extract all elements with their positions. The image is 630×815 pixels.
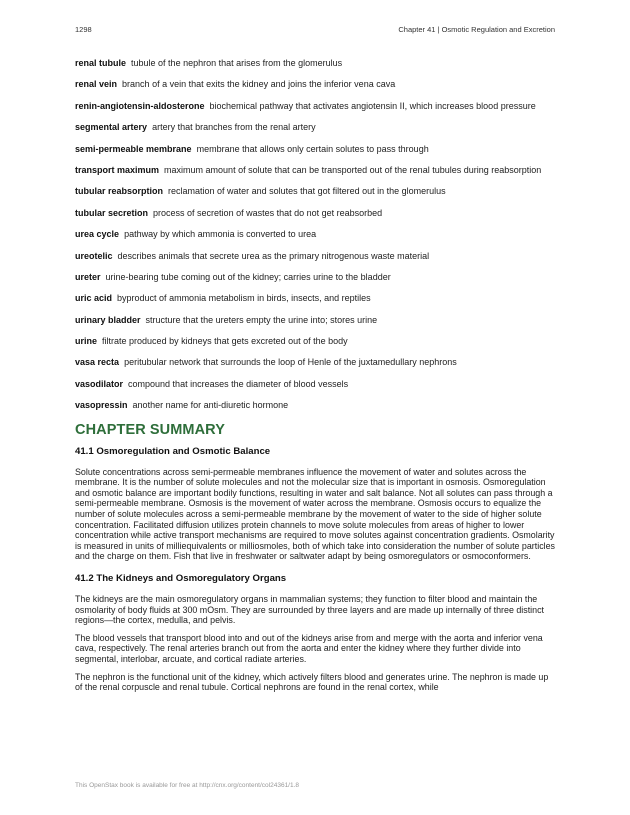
glossary-term: urine (75, 336, 98, 347)
glossary-term: urea cycle (75, 229, 120, 240)
glossary-term: ureotelic (75, 250, 113, 261)
glossary-entry (75, 400, 556, 411)
glossary-definition: process of secretion of wastes that do not get reabsorbed (153, 207, 383, 218)
glossary-definition: describes animals that secrete urea as the primary nitrogenous waste material (117, 250, 430, 261)
glossary-definition: peritubular network that surrounds the loop of Henle of the juxtamedullary nephrons (124, 357, 457, 368)
glossary-definition: branch of a vein that exits the kidney and joins the inferior vena cava (122, 79, 396, 90)
glossary-definition: reclamation of water and solutes that got filtered out in the glomerulus (168, 186, 446, 197)
glossary-entry (75, 293, 556, 304)
glossary-term: transport maximum (75, 164, 160, 175)
glossary-definition: urine-bearing tube coming out of the kidney; carries urine to the bladder (105, 271, 391, 282)
glossary-entry (75, 101, 556, 112)
page-footer: This OpenStax book is available for free at http://cnx.org/content/col24361/1.8 (75, 782, 300, 789)
glossary-term: urinary bladder (75, 314, 141, 325)
glossary-term: tubular reabsorption (75, 186, 164, 197)
glossary-entry (75, 357, 556, 368)
section-heading: 41.2 The Kidneys and Osmoregulatory Organs (75, 572, 287, 584)
glossary-term: renal tubule (75, 58, 127, 68)
glossary-entry (75, 229, 556, 240)
glossary-definition: filtrate produced by kidneys that gets excreted out of the body (102, 336, 348, 347)
glossary-definition: another name for anti-diuretic hormone (132, 400, 289, 411)
glossary-definition: membrane that allows only certain solutes to pass through (196, 143, 429, 154)
glossary-definition: byproduct of ammonia metabolism in birds, insects, and reptiles (117, 293, 371, 304)
chapter-title: Chapter 41 | Osmotic Regulation and Excretion (398, 25, 555, 34)
glossary-definition: pathway by which ammonia is converted to urea (124, 229, 317, 240)
page-number: 1298 (75, 25, 92, 34)
glossary-entry (75, 122, 556, 133)
glossary-entry (75, 144, 556, 155)
glossary-definition: compound that increases the diameter of blood vessels (128, 378, 349, 389)
glossary-entry (75, 186, 556, 197)
glossary-definition: biochemical pathway that activates angiotensin II, which increases blood pressure (209, 100, 536, 111)
glossary-term: renal vein (75, 79, 118, 90)
glossary-list (75, 58, 556, 411)
glossary-term: uric acid (75, 293, 113, 304)
glossary-entry (75, 208, 556, 219)
summary-paragraph: The blood vessels that transport blood into and out of the kidneys arise from and merge with the aorta and inferior vena cava, respectively. The renal arteries branch out from the aorta and enter the kidney where they further divide into segmental, interlobar, arcuate, and cortical radiate arteries. (75, 632, 543, 664)
glossary-entry (75, 251, 556, 262)
glossary-term: tubular secretion (75, 207, 149, 218)
glossary-entry (75, 58, 556, 69)
chapter-summary-title: CHAPTER SUMMARY (75, 421, 225, 438)
page-header (75, 25, 555, 37)
glossary-term: renin-angiotensin-aldosterone (75, 100, 205, 111)
glossary-entry (75, 336, 556, 347)
summary-paragraph: The nephron is the functional unit of the kidney, which actively filters blood and generates urine. The nephron is made up of the renal corpuscle and renal tubule. Cortical nephrons are found in the renal cortex, while (75, 671, 549, 693)
glossary-entry (75, 379, 556, 390)
glossary-term: vasa recta (75, 357, 120, 368)
glossary-term: vasodilator (75, 378, 124, 389)
summary-paragraph: Solute concentrations across semi-permeable membranes influence the movement of water and solutes across the membrane. It is the number of solute molecules and not the molecular size that is important in osmosis. Osmoregulation and osmotic balance are important bodily functions, resulting in water and salt balance. Not all solutes can pass through a semi-permeable membrane. Osmosis is the movement of water across the membrane. Osmosis occurs to equalize the number of solute molecules across a semi-permeable membrane by the movement of water to the side of higher solute concentration. Facilitated diffusion utilizes protein channels to move solute molecules from areas of higher to lower concentration while active transport mechanisms are required to move solutes against concentration gradients. Osmolarity is measured in units of milliequivalents or milliosmoles, both of which take into consideration the number of solute particles and the charge on them. Fish that live in freshwater or saltwater adapt by being osmoregulators or osmoconformers. (75, 466, 555, 562)
glossary-definition: artery that branches from the renal artery (152, 122, 316, 133)
glossary-definition: tubule of the nephron that arises from the glomerulus (131, 58, 343, 68)
summary-paragraph: The kidneys are the main osmoregulatory organs in mammalian systems; they function to filter blood and maintain the osmolarity of body fluids at 300 mOsm. They are surrounded by three layers and are made up internally of three distinct regions—the cortex, medulla, and pelvis. (75, 593, 544, 626)
section-heading: 41.1 Osmoregulation and Osmotic Balance (75, 445, 271, 457)
glossary-definition: structure that the ureters empty the urine into; stores urine (145, 314, 378, 325)
glossary-definition: maximum amount of solute that can be transported out of the renal tubules during reabsorption (164, 164, 542, 175)
glossary-entry (75, 165, 556, 176)
glossary-term: ureter (75, 271, 101, 282)
glossary-entry (75, 315, 556, 326)
glossary-entry (75, 272, 556, 283)
glossary-term: segmental artery (75, 122, 148, 133)
summary-sections (75, 446, 556, 693)
glossary-term: semi-permeable membrane (75, 143, 192, 154)
glossary-entry (75, 79, 556, 90)
glossary-term: vasopressin (75, 400, 128, 411)
page-content (75, 58, 556, 700)
